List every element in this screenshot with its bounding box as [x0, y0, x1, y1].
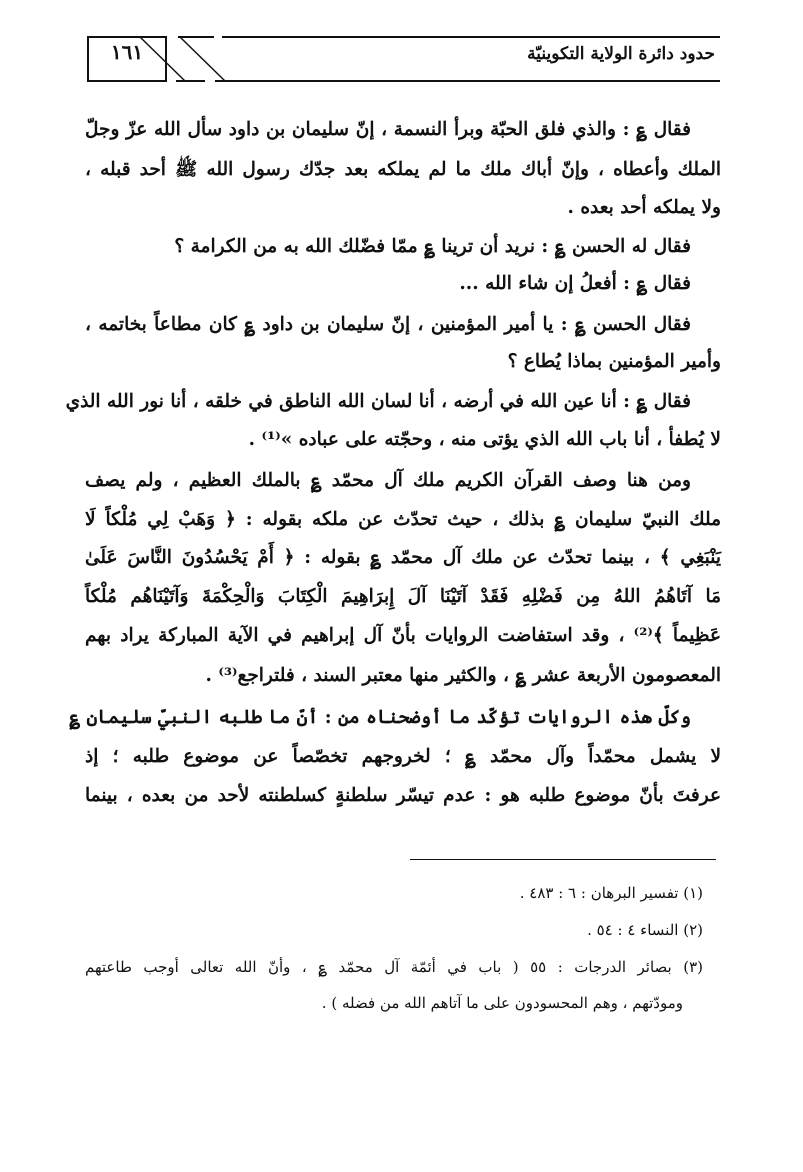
quran-verse-line: مَا آتَاهُمُ اللهُ مِن فَضْلِهِ فَقَدْ آتَيْنَا آلَ إِبرَاهِيمَ الْكِتَابَ وَالْحِكْمَةَ وَآتَيْنَاهُم مُلْكاً: [85, 586, 721, 607]
body-line: فقال له الحسن ؏ : نريد أن ترينا ؏ ممّا فضّلك الله به من الكرامة ؟: [174, 236, 691, 257]
footnote-2: (٢) النساء ٤ : ٥٤ .: [587, 921, 703, 939]
footnote-divider: [410, 859, 716, 860]
body-line: لا يشمل محمّداً وآل محمّد ؏ ؛ لخروجهم تخصّصاً عن موضوع طلبه ؛ إذ: [85, 746, 721, 767]
body-line: وأمير المؤمنين بماذا يُطاع ؟: [507, 351, 721, 372]
body-line: فقال ؏ : أنا عين الله في أرضه ، أنا لسان الله الناطق في خلقه ، أنا نور الله الذي: [65, 391, 691, 412]
body-line: ولا يملكه أحد بعده .: [567, 197, 721, 218]
page-number: ١٦١: [110, 40, 144, 64]
body-line: عَظِيماً ﴾⁽²⁾ ، وقد استفاضت الروايات بأنّ آل إبراهيم في الآية المباركة يراد بهم: [85, 625, 722, 646]
body-line: فقال ؏ : والذي فلق الحبّة وبرأ النسمة ، إنّ سليمان بن داود سأل الله عزّ وجلّ: [85, 119, 691, 140]
footnote-3-continued: ومودّتهم ، وهم المحسودون على ما آتاهم الله من فضله ) .: [321, 994, 683, 1012]
footnote-1: (١) تفسير البرهان : ٦ : ٤٨٣ .: [519, 884, 703, 902]
body-line: ملك النبيّ سليمان ؏ بذلك ، حيث تحدّث عن ملكه بقوله : ﴿ وَهَبْ لِي مُلْكاً لَا: [85, 509, 721, 530]
body-line: الملك وأعطاه ، وإنّ أباك ملك ما لم يملكه بعد جدّك رسول الله ﷺ أحد قبله ،: [85, 159, 721, 180]
body-line: لا يُطفأ ، أنا باب الله الذي يؤتى منه ، وحجّته على عباده »⁽¹⁾ .: [248, 429, 721, 450]
body-line: فقال الحسن ؏ : يا أمير المؤمنين ، إنّ سليمان بن داود ؏ كان مطاعاً بخاتمه ،: [85, 314, 691, 335]
body-line: فقال ؏ : أفعلُ إن شاء الله ...: [459, 273, 691, 294]
body-line: عرفتَ بأنّ موضوع طلبه هو : عدم تيسّر سلطنةٍ كسلطنته لأحد من بعده ، بينما: [85, 785, 721, 806]
body-line: المعصومون الأربعة عشر ؏ ، والكثير منها معتبر السند ، فلتراجع⁽³⁾ .: [205, 665, 721, 686]
footnote-3: (٣) بصائر الدرجات : ٥٥ ( باب في أئمّة آل محمّد ؏ ، وأنّ الله تعالى أوجب طاعتهم: [85, 958, 703, 976]
body-line: يَنْبَغِي ﴾ ، بينما تحدّث عن ملك آل محمّد ؏ بقوله : ﴿ أَمْ يَحْسُدُونَ النَّاسَ عَلَىٰ: [85, 547, 721, 568]
body-line: ومن هنا وصف القرآن الكريم ملك آل محمّد ؏ بالملك العظيم ، ولم يصف: [85, 470, 691, 491]
body-line: وكلّ هذه الروايات تؤكّد ما أوضحناه من : أنّ ما طلبه النبيّ سليمان ؏: [69, 707, 691, 728]
running-title: حدود دائرة الولاية التكوينيّة: [527, 44, 715, 64]
